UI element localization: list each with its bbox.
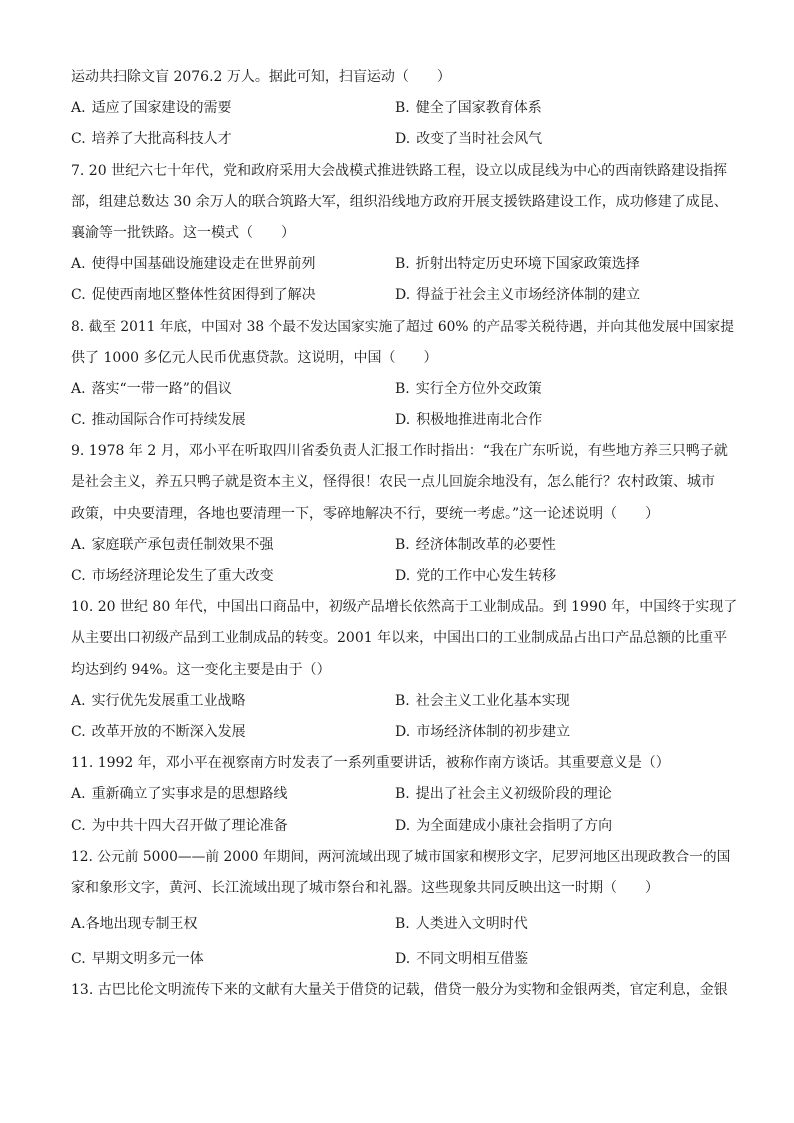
option-a[interactable]: A. 落实“一带一路”的倡议 bbox=[71, 380, 232, 397]
option-d[interactable]: D. 得益于社会主义市场经济体制的建立 bbox=[395, 287, 641, 304]
option-a[interactable]: A. 家庭联产承包责任制效果不强 bbox=[71, 536, 274, 553]
options-row bbox=[71, 904, 737, 944]
question-6-continued bbox=[71, 62, 737, 156]
option-d[interactable]: D. 市场经济体制的初步建立 bbox=[395, 723, 571, 740]
exam-page bbox=[71, 62, 737, 1006]
question-stem-line: 运动共扫除文盲 2076.2 万人。据此可知，扫盲运动（ ） bbox=[71, 69, 451, 85]
option-c[interactable]: C. 促使西南地区整体性贫困得到了解决 bbox=[71, 287, 316, 304]
option-b[interactable]: B. 社会主义工业化基本实现 bbox=[395, 692, 570, 709]
options-row bbox=[71, 811, 737, 842]
question-stem-line: 襄渝等一批铁路。这一模式（ ） bbox=[71, 224, 295, 241]
options-row bbox=[71, 686, 737, 717]
option-c[interactable]: C. 早期文明多元一体 bbox=[71, 951, 204, 968]
question-stem-line: 从主要出口初级产品到工业制成品的转变。2001 年以来，中国出口的工业制成品占出口产品总额的比重平 bbox=[71, 630, 728, 647]
options-row bbox=[71, 405, 737, 436]
option-d[interactable]: D. 不同文明相互借鉴 bbox=[395, 951, 529, 968]
option-c[interactable]: C. 为中共十四大召开做了理论准备 bbox=[71, 817, 288, 834]
options-row bbox=[71, 561, 737, 592]
option-a[interactable]: A. 适应了国家建设的需要 bbox=[71, 100, 232, 117]
question-stem-line: 是社会主义，养五只鸭子就是资本主义，怪得很！农民一点儿回旋余地没有，怎么能行？农村政策、城市 bbox=[71, 474, 715, 491]
option-b[interactable]: B. 经济体制改革的必要性 bbox=[395, 536, 556, 553]
question-stem-line: 8. 截至 2011 年底，中国对 38 个最不发达国家实施了超过 60% 的产品零关税待遇，并向其他发展中国家提 bbox=[71, 318, 735, 335]
option-c[interactable]: C. 改革开放的不断深入发展 bbox=[71, 723, 246, 740]
question-11 bbox=[71, 748, 737, 842]
options-row bbox=[71, 374, 737, 405]
question-stem-line: 均达到约 94%。这一变化主要是由于（） bbox=[71, 661, 331, 678]
question-stem-line: 11. 1992 年，邓小平在视察南方时发表了一系列重要讲话，被称作南方谈话。其重要意义是（） bbox=[71, 755, 670, 772]
question-stem-line: 政策，中央要清理，各地也要清理一下，零碎地解决不行，要统一考虑。”这一论述说明（ ） bbox=[71, 505, 660, 522]
question-stem-line: 13. 古巴比伦文明流传下来的文献有大量关于借贷的记载，借贷一般分为实物和金银两类，官定利息，金银 bbox=[71, 982, 728, 999]
option-c[interactable]: C. 推动国际合作可持续发展 bbox=[71, 412, 246, 429]
option-d[interactable]: D. 党的工作中心发生转移 bbox=[395, 568, 557, 584]
question-10 bbox=[71, 592, 737, 748]
question-9 bbox=[71, 436, 737, 592]
options-row bbox=[71, 530, 737, 561]
question-stem-line: 10. 20 世纪 80 年代，中国出口商品中，初级产品增长依然高于工业制成品。到 1990 年，中国终于实现了 bbox=[71, 599, 738, 616]
option-b[interactable]: B. 提出了社会主义初级阶段的理论 bbox=[395, 786, 612, 803]
option-c[interactable]: C. 培养了大批高科技人才 bbox=[71, 131, 232, 148]
options-row bbox=[71, 280, 737, 311]
question-stem-line: 9. 1978 年 2 月，邓小平在听取四川省委负责人汇报工作时指出：“我在广东听说，有些地方养三只鸭子就 bbox=[71, 443, 728, 460]
option-c[interactable]: C. 市场经济理论发生了重大改变 bbox=[71, 568, 274, 584]
option-a[interactable]: A. 重新确立了实事求是的思想路线 bbox=[71, 786, 288, 803]
option-b[interactable]: B. 人类进入文明时代 bbox=[395, 916, 528, 933]
question-stem-line: 家和象形文字，黄河、长江流域出现了城市祭台和礼器。这些现象共同反映出这一时期（ ） bbox=[71, 879, 659, 896]
question-stem-line: 7. 20 世纪六七十年代，党和政府采用大会战模式推进铁路工程，设立以成昆线为中心的西南铁路建设指挥 bbox=[71, 162, 728, 179]
option-b[interactable]: B. 健全了国家教育体系 bbox=[395, 100, 542, 117]
option-d[interactable]: D. 积极地推进南北合作 bbox=[395, 412, 543, 429]
question-8 bbox=[71, 312, 737, 437]
option-b[interactable]: B. 折射出特定历史环境下国家政策选择 bbox=[395, 256, 640, 273]
question-stem-line: 部，组建总数达 30 余万人的联合筑路大军，组织沿线地方政府开展支援铁路建设工作，成功修建了成昆、 bbox=[71, 193, 728, 210]
option-a[interactable]: A.各地出现专制王权 bbox=[71, 916, 198, 933]
options-row bbox=[71, 93, 737, 124]
question-stem-line: 12. 公元前 5000——前 2000 年期间，两河流域出现了城市国家和楔形文字，尼罗河地区出现政教合一的国 bbox=[71, 848, 731, 865]
option-b[interactable]: B. 实行全方位外交政策 bbox=[395, 380, 542, 397]
options-row bbox=[71, 717, 737, 748]
question-12 bbox=[71, 842, 737, 976]
options-row bbox=[71, 124, 737, 155]
option-a[interactable]: A. 实行优先发展重工业战略 bbox=[71, 692, 246, 709]
option-d[interactable]: D. 改变了当时社会风气 bbox=[395, 131, 543, 148]
options-row bbox=[71, 249, 737, 280]
question-7 bbox=[71, 156, 737, 312]
question-stem-line: 供了 1000 多亿元人民币优惠贷款。这说明，中国（ ） bbox=[71, 349, 438, 366]
option-a[interactable]: A. 使得中国基础设施建设走在世界前列 bbox=[71, 256, 316, 273]
options-row bbox=[71, 944, 737, 975]
question-13 bbox=[71, 975, 737, 1006]
option-d[interactable]: D. 为全面建成小康社会指明了方向 bbox=[395, 817, 613, 834]
options-row bbox=[71, 779, 737, 810]
